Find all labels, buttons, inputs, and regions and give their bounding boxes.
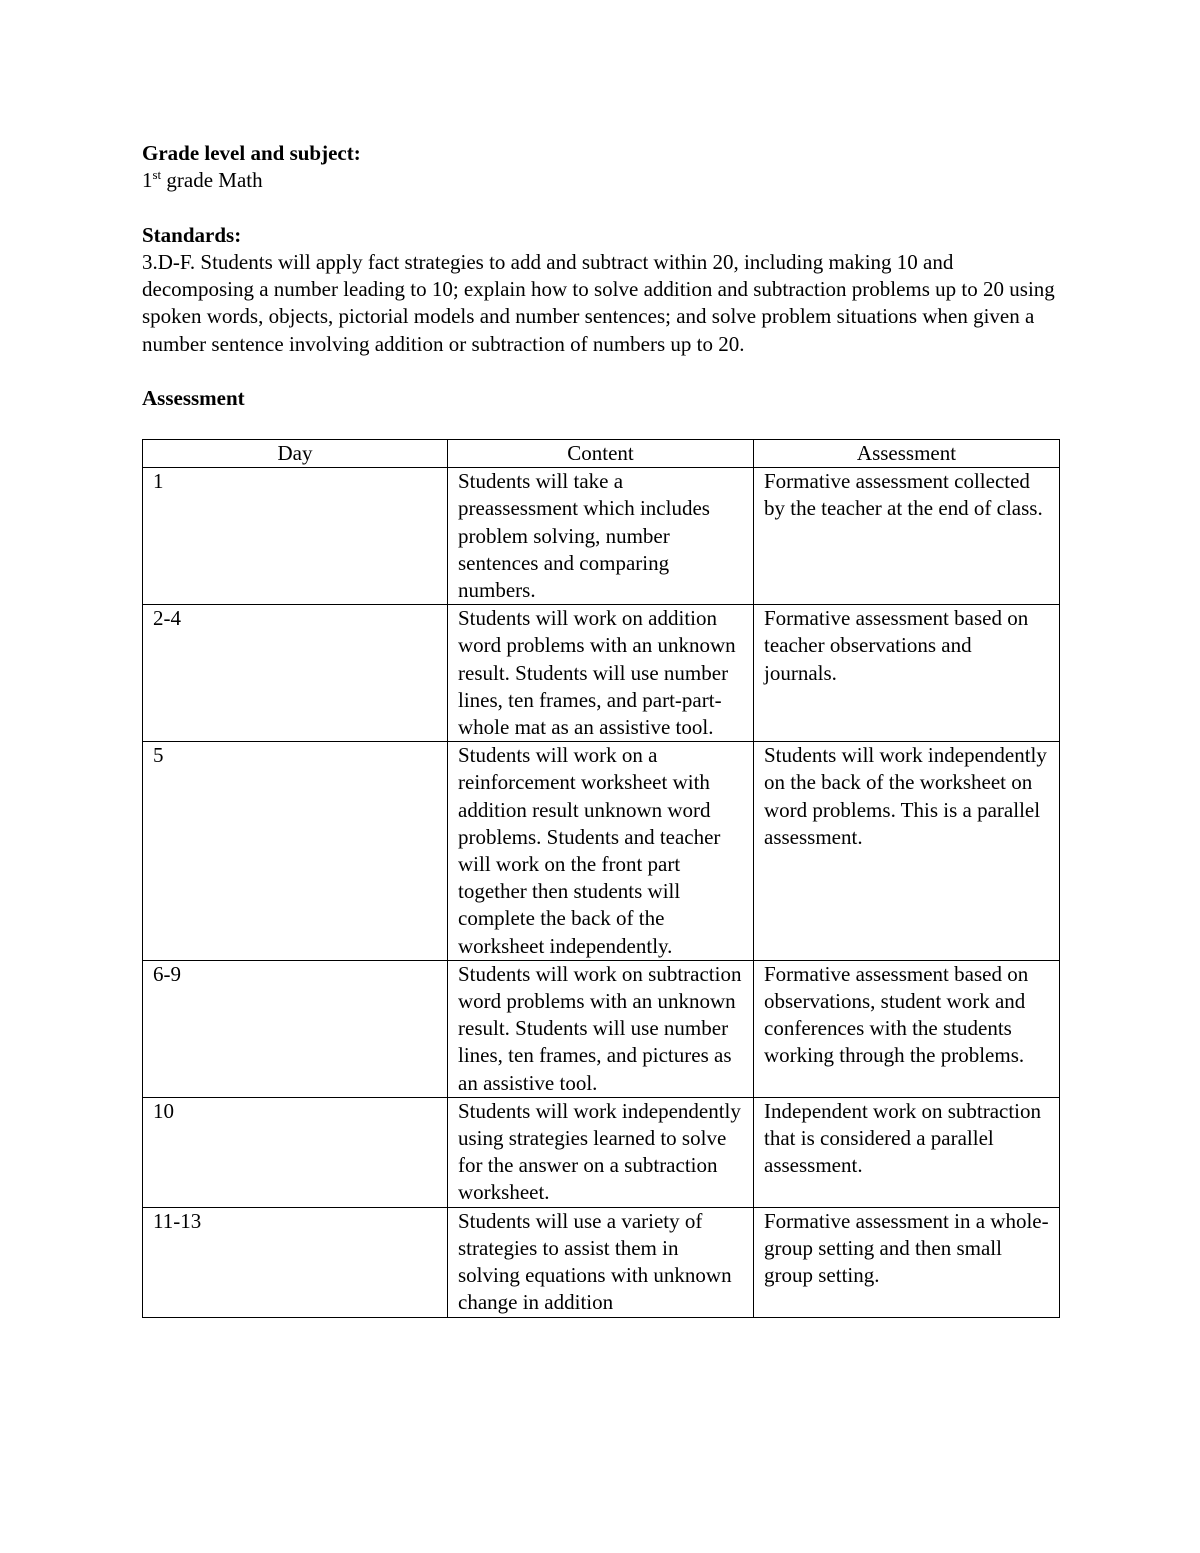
spacer — [142, 358, 1060, 385]
cell-day: 10 — [143, 1097, 448, 1207]
table-row — [143, 468, 1060, 605]
table-header-row — [143, 440, 1060, 468]
table-row — [143, 605, 1060, 742]
cell-day: 5 — [143, 742, 448, 961]
column-header-day: Day — [143, 440, 448, 468]
cell-day: 11-13 — [143, 1207, 448, 1317]
cell-assessment: Formative assessment based on teacher observations and journals. — [754, 605, 1060, 742]
assessment-heading: Assessment — [142, 386, 245, 411]
standards-heading: Standards: — [142, 222, 242, 247]
column-header-content: Content — [448, 440, 754, 468]
cell-assessment: Independent work on subtraction that is considered a parallel assessment. — [754, 1097, 1060, 1207]
cell-content: Students will use a variety of strategies to assist them in solving equations with unknown change in addition — [448, 1207, 754, 1317]
cell-day: 2-4 — [143, 605, 448, 742]
column-header-assessment: Assessment — [754, 440, 1060, 468]
table-row — [143, 742, 1060, 961]
spacer — [142, 195, 1060, 222]
cell-content: Students will take a preassessment which includes problem solving, number sentences and comparing numbers. — [448, 468, 754, 605]
cell-content: Students will work on a reinforcement worksheet with addition result unknown word problems. Students and teacher will work on the front part together then students will complete the back of the worksheet independently. — [448, 742, 754, 961]
cell-assessment: Formative assessment collected by the teacher at the end of class. — [754, 468, 1060, 605]
table-row — [143, 960, 1060, 1097]
cell-day: 1 — [143, 468, 448, 605]
cell-assessment: Formative assessment in a whole-group setting and then small group setting. — [754, 1207, 1060, 1317]
grade-ordinal-suffix: st — [152, 167, 162, 183]
cell-assessment: Students will work independently on the back of the worksheet on word problems. This is a parallel assessment. — [754, 742, 1060, 961]
cell-assessment: Formative assessment based on observations, student work and conferences with the students working through the problems. — [754, 960, 1060, 1097]
grade-number: 1 — [142, 168, 153, 193]
grade-level-heading: Grade level and subject: — [142, 141, 361, 165]
cell-content: Students will work independently using strategies learned to solve for the answer on a subtraction worksheet. — [448, 1097, 754, 1207]
table-row — [143, 1207, 1060, 1317]
standards-text: 3.D-F. Students will apply fact strategies to add and subtract within 20, including making 10 and decomposing a number leading to 10; explain how to solve addition and subtraction problems up to 20 using spoken words, objects, pictorial models and number sentences; and solve problem situations when given a number sentence involving addition or subtraction of numbers up to 20. — [142, 249, 1055, 356]
cell-content: Students will work on addition word problems with an unknown result. Students will use number lines, ten frames, and part-part-whole mat as an assistive tool. — [448, 605, 754, 742]
table-row — [143, 1097, 1060, 1207]
cell-content: Students will work on subtraction word problems with an unknown result. Students will use number lines, ten frames, and pictures as an assistive tool. — [448, 960, 754, 1097]
cell-day: 6-9 — [143, 960, 448, 1097]
grade-subject: grade Math — [161, 168, 263, 193]
assessment-table — [142, 439, 1060, 1318]
document-body — [142, 140, 1060, 412]
grade-level-value — [142, 167, 1060, 194]
